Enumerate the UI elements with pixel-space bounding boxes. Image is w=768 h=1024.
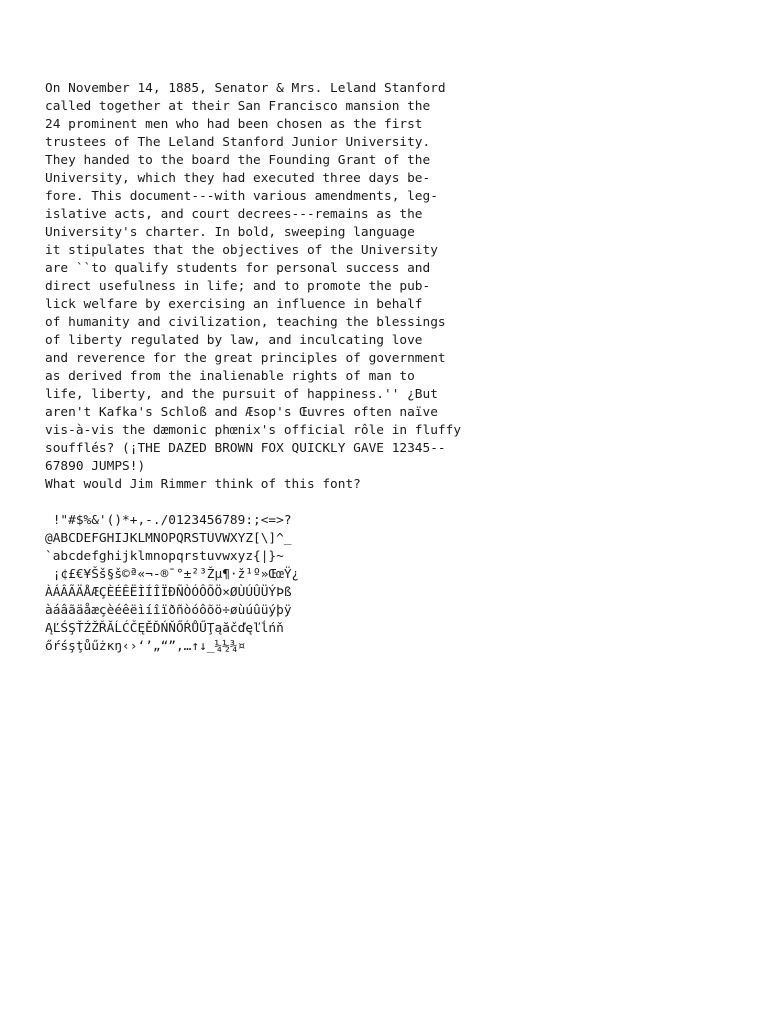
- charset-line: àáâãäåæçèéêëìíîïðñòóôõö÷øùúûüýþÿ: [45, 603, 292, 618]
- text-line: it stipulates that the objectives of the University: [45, 243, 438, 258]
- text-line: direct usefulness in life; and to promote the pub-: [45, 279, 431, 294]
- text-line: aren't Kafka's Schloß and Æsop's Œuvres often naïve: [45, 405, 438, 420]
- text-line: On November 14, 1885, Senator & Mrs. Leland Stanford: [45, 81, 446, 96]
- text-line: and reverence for the great principles of government: [45, 351, 446, 366]
- text-line: vis-à-vis the dæmonic phœnix's official rôle in fluffy: [45, 423, 462, 438]
- text-line: 24 prominent men who had been chosen as the first: [45, 117, 423, 132]
- charset-line: `abcdefghijklmnopqrstuvwxyz{|}~: [45, 549, 284, 564]
- charset-line: ÀÁÂÃÄÅÆÇÈÉÊËÌÍÎÏÐÑÒÓÔÕÖ×ØÙÚÛÜÝÞß: [45, 585, 292, 600]
- charset-line: ¡¢£€¥Šš§š©ª«¬-®¯°±²³Žµ¶·ž¹º»ŒœŸ¿: [45, 567, 300, 582]
- text-line: called together at their San Francisco mansion the: [45, 99, 431, 114]
- charset-line: őŕśşţůűżĸŋ‹›‘’„“”‚…↑↓_¼½¾¤: [45, 639, 246, 654]
- text-line: fore. This document---with various amendments, leg-: [45, 189, 438, 204]
- text-line: What would Jim Rimmer think of this font?: [45, 477, 361, 492]
- character-set: [45, 512, 745, 656]
- text-line: islative acts, and court decrees---remains as the: [45, 207, 423, 222]
- text-line: of humanity and civilization, teaching the blessings: [45, 315, 446, 330]
- text-line: trustees of The Leland Stanford Junior University.: [45, 135, 431, 150]
- text-line: University's charter. In bold, sweeping language: [45, 225, 415, 240]
- text-line: as derived from the inalienable rights of man to: [45, 369, 415, 384]
- charset-line: !"#$%&'()*+,-./0123456789:;<=>?: [45, 513, 292, 528]
- charset-line: @ABCDEFGHIJKLMNOPQRSTUVWXYZ[\]^_: [45, 531, 292, 546]
- blank-line: [45, 494, 745, 512]
- text-line: soufflés? (¡THE DAZED BROWN FOX QUICKLY GAVE 12345--: [45, 441, 446, 456]
- text-line: of liberty regulated by law, and inculcating love: [45, 333, 423, 348]
- text-line: are ``to qualify students for personal success and: [45, 261, 431, 276]
- text-line: 67890 JUMPS!): [45, 459, 146, 474]
- charset-line: ĄĽŚŞŤŹŽŘĂĹĆČĘĚĎŃŇŐŔŮŰŢąăčďęľĺńň: [45, 621, 284, 636]
- text-line: life, liberty, and the pursuit of happiness.'' ¿But: [45, 387, 438, 402]
- text-line: University, which they had executed three days be-: [45, 171, 431, 186]
- document-page: [45, 80, 745, 656]
- text-line: They handed to the board the Founding Grant of the: [45, 153, 431, 168]
- body-paragraph: [45, 80, 745, 494]
- text-line: lick welfare by exercising an influence in behalf: [45, 297, 423, 312]
